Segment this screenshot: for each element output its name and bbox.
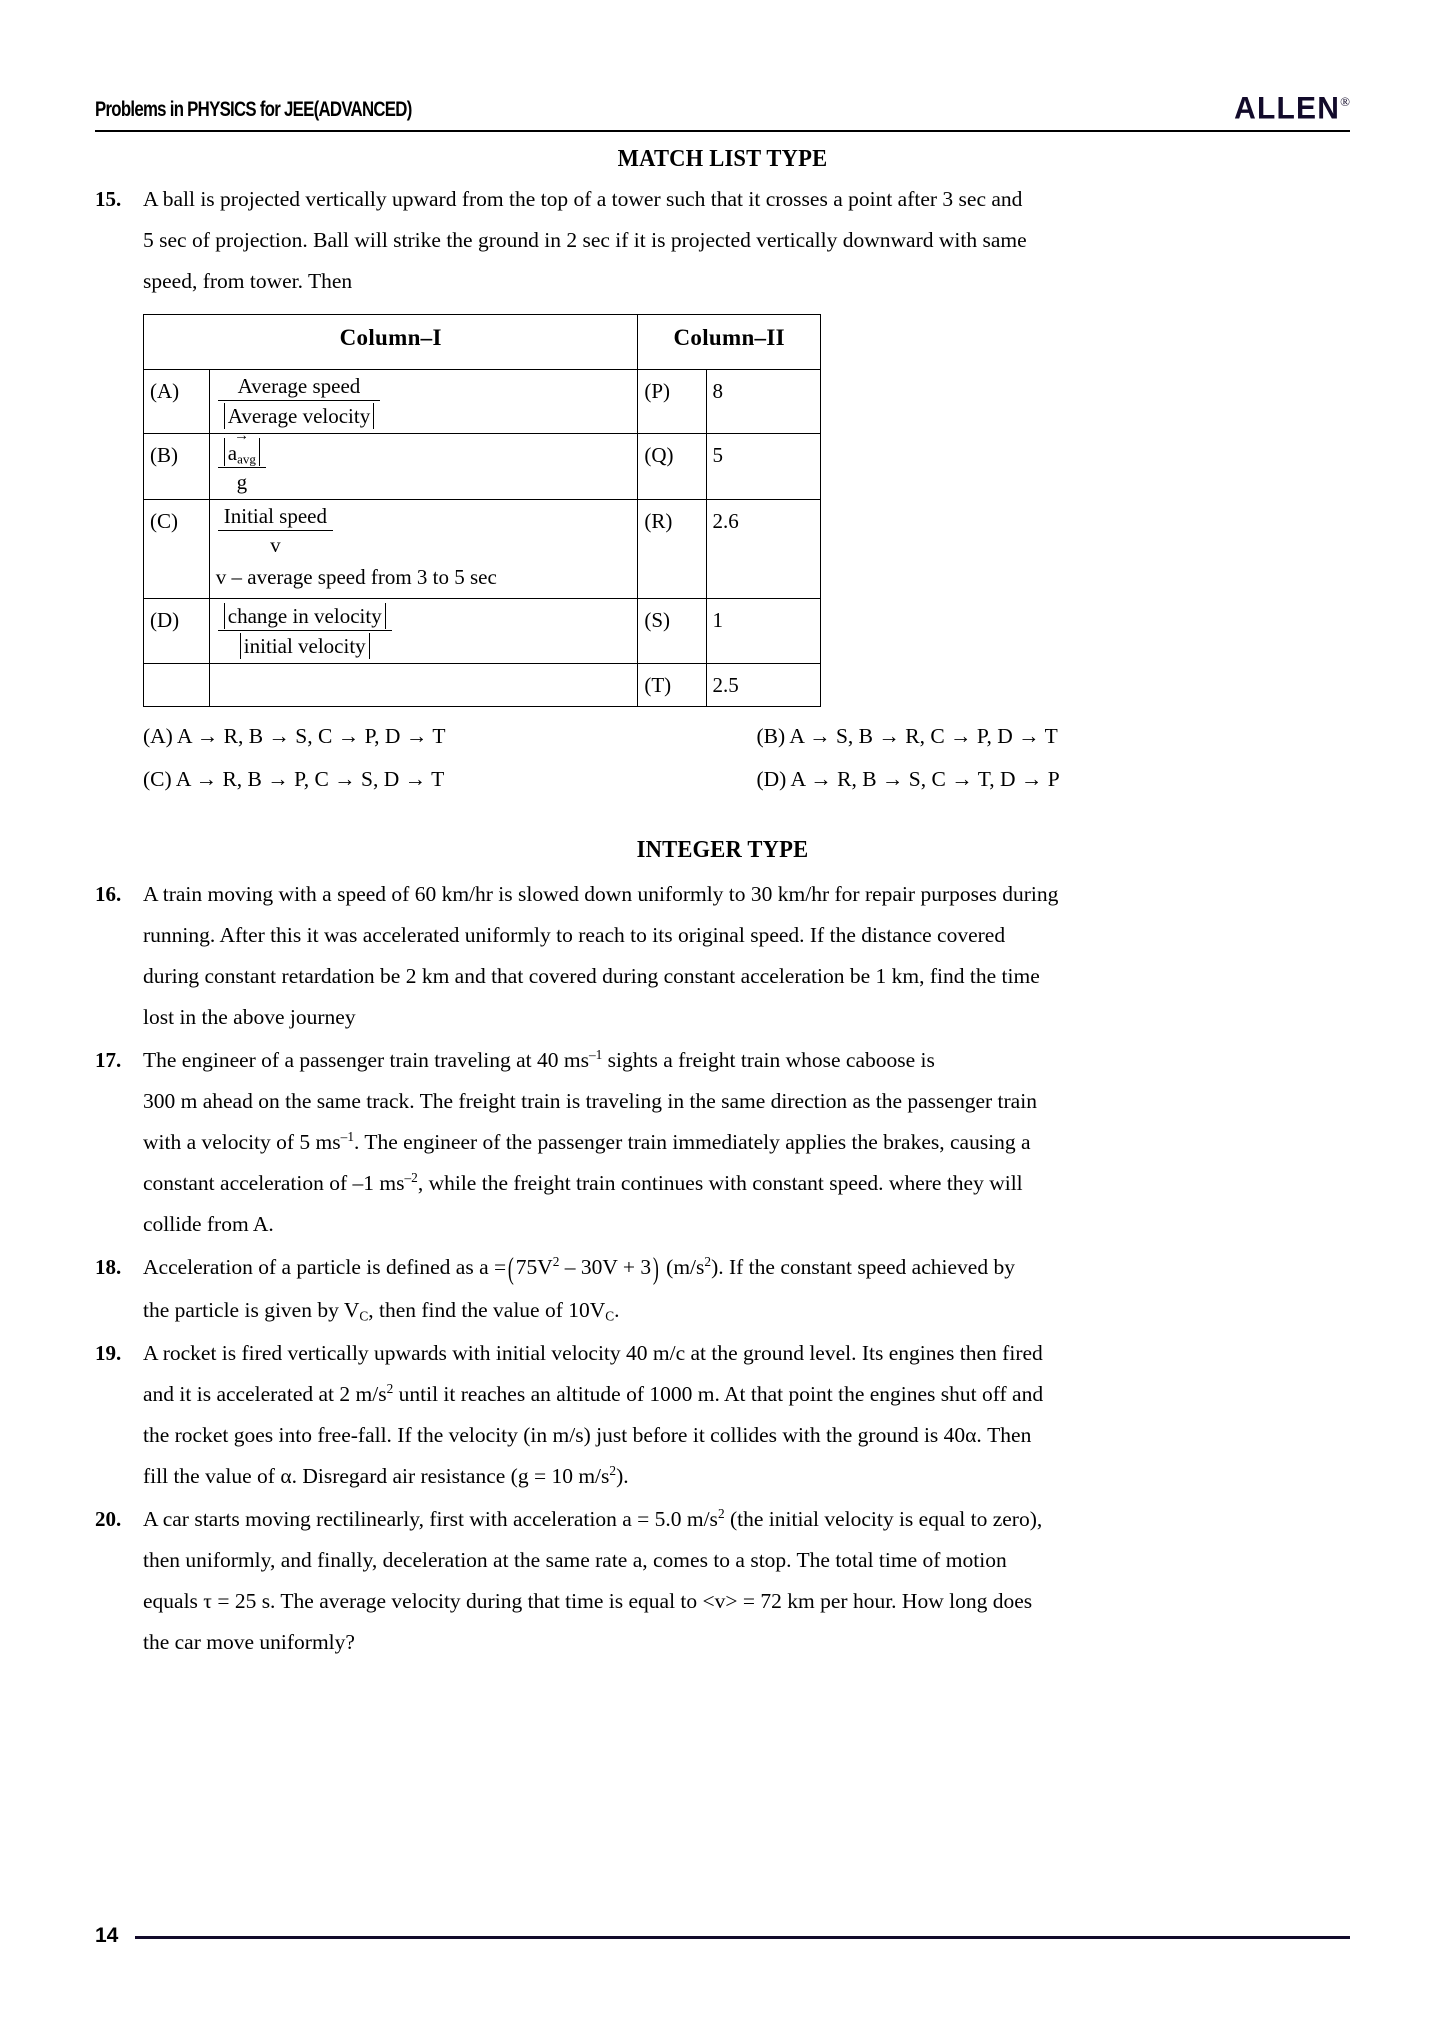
question-15-number: 15. xyxy=(95,187,122,211)
question-19-line-4 xyxy=(143,1456,1350,1497)
options-row-2 xyxy=(143,758,1350,801)
q19-l4-exponent: 2 xyxy=(609,1462,617,1478)
row-c-item xyxy=(209,500,638,599)
row-a-label: (A) xyxy=(144,370,210,434)
row-t-label: (T) xyxy=(638,664,706,707)
question-17-text xyxy=(143,1040,1350,1245)
q17-l3-b: . The engineer of the passenger train immediately applies the brakes, causing a xyxy=(353,1130,1031,1155)
row-q-label: (Q) xyxy=(638,434,706,500)
row-t-value: 2.5 xyxy=(706,664,820,707)
fraction-c-denominator: v xyxy=(270,532,281,557)
row-b-label: (B) xyxy=(144,434,210,500)
table-row xyxy=(144,370,821,434)
question-15 xyxy=(95,179,1350,302)
row-d-item xyxy=(209,598,638,664)
q19-l2-b: until it reaches an altitude of 1000 m. At that point the engines shut off and xyxy=(393,1381,1044,1406)
absolute-value-d-den: initial velocity xyxy=(240,633,370,659)
question-17-line-5: collide from A. xyxy=(143,1212,274,1237)
section-heading-match-list: MATCH LIST TYPE xyxy=(617,146,828,172)
q20-l1-b: (the initial velocity is equal to zero), xyxy=(724,1506,1043,1531)
question-17-line-1 xyxy=(143,1040,1350,1081)
q19-l4-a: fill the value of α. Disregard air resistance (g = 10 m/s xyxy=(143,1463,610,1488)
question-18-number: 18. xyxy=(95,1255,122,1280)
question-19-line-3: the rocket goes into free-fall. If the velocity (in m/s) just before it collides with the ground is 40α. Then xyxy=(143,1422,1032,1447)
row-r-label: (R) xyxy=(638,500,706,599)
row-t-item-empty xyxy=(209,664,638,707)
match-list-table xyxy=(143,314,821,707)
q17-l4-a: constant acceleration of –1 ms xyxy=(143,1171,405,1196)
table-row xyxy=(144,434,821,500)
row-s-label: (S) xyxy=(638,598,706,664)
section-heading-integer: INTEGER TYPE xyxy=(636,837,809,864)
q18-eq-term2: – 30V + 3 xyxy=(559,1255,652,1280)
question-20-line-1 xyxy=(143,1499,1350,1540)
options-row-1 xyxy=(143,715,1350,758)
q18-eq-units-exponent: 2 xyxy=(704,1253,712,1269)
table-row xyxy=(144,664,821,707)
row-r-value: 2.6 xyxy=(706,500,820,599)
row-s-value: 1 xyxy=(706,598,820,664)
question-20-number: 20. xyxy=(95,1506,122,1531)
fraction-a-denominator xyxy=(218,401,380,429)
fraction-c-numerator: Initial speed xyxy=(218,504,333,531)
q18-eq-term1-exponent: 2 xyxy=(552,1253,560,1269)
question-15-line-1: A ball is projected vertically upward from the top of a tower such that it crosses a point after 3 sec and xyxy=(143,187,1023,211)
question-18-text xyxy=(143,1247,1350,1330)
table-header-row xyxy=(144,315,821,370)
q18-l2-c: . xyxy=(614,1297,620,1322)
question-19-line-2 xyxy=(143,1374,1350,1415)
q17-l3-a: with a velocity of 5 ms xyxy=(143,1130,341,1155)
question-17-line-4 xyxy=(143,1163,1350,1204)
q18-vc-subscript-2: C xyxy=(605,1308,615,1324)
registered-trademark-icon: ® xyxy=(1340,94,1350,109)
fraction-d-denominator xyxy=(218,631,392,659)
question-16-text xyxy=(143,874,1350,1038)
q18-l2-a: the particle is given by V xyxy=(143,1297,360,1322)
q18-vc-subscript-1: C xyxy=(359,1308,369,1324)
q18-l1-a: Acceleration of a particle is defined as xyxy=(143,1255,480,1280)
absolute-value-d-num: change in velocity xyxy=(224,603,386,629)
row-c-note: v – average speed from 3 to 5 sec xyxy=(215,564,497,589)
question-15-line-2: 5 sec of projection. Ball will strike the ground in 2 sec if it is projected vertically downward with same xyxy=(143,228,1027,252)
question-16-line-2: running. After this it was accelerated uniformly to reach to its original speed. If the distance covered xyxy=(143,923,1006,948)
question-19-number: 19. xyxy=(95,1340,122,1365)
question-17-number: 17. xyxy=(95,1048,122,1073)
fraction-b-denominator: g xyxy=(236,470,248,495)
column-2-header: Column–II xyxy=(638,315,821,370)
page-number: 14 xyxy=(95,1924,119,1947)
row-t-label-empty xyxy=(144,664,210,707)
q20-l1-exponent: 2 xyxy=(717,1505,725,1521)
header-divider xyxy=(95,130,1350,132)
page-footer xyxy=(95,1924,1350,1954)
q17-l1-b: sights a freight train whose caboose is xyxy=(602,1048,935,1073)
vector-a-avg xyxy=(227,428,256,467)
option-a[interactable]: (A) A → R, B → S, C → P, D → T xyxy=(143,724,446,749)
vector-arrow-icon: → xyxy=(233,428,250,445)
q18-l1-b: If the constant speed achieved by xyxy=(723,1255,1015,1280)
column-1-header: Column–I xyxy=(144,315,638,370)
fraction-c xyxy=(216,504,335,558)
row-q-value: 5 xyxy=(706,434,820,500)
question-15-options xyxy=(143,715,1350,801)
q18-eq-lhs: a = xyxy=(479,1255,507,1280)
question-19-line-1: A rocket is fired vertically upwards with initial velocity 40 m/c at the ground level. Its engines then fired xyxy=(143,1340,1043,1365)
allen-logo xyxy=(1234,91,1350,126)
vector-base: a xyxy=(227,441,238,466)
page-content xyxy=(95,90,1350,1665)
q17-l1-exponent: –1 xyxy=(588,1046,603,1062)
q17-l1-a: The engineer of a passenger train traveling at 40 ms xyxy=(143,1048,589,1073)
row-c-label: (C) xyxy=(144,500,210,599)
question-20 xyxy=(95,1499,1350,1663)
option-b[interactable]: (B) A → S, B → R, C → P, D → T xyxy=(756,724,1058,749)
row-a-item xyxy=(209,370,638,434)
row-p-value: 8 xyxy=(706,370,820,434)
question-17 xyxy=(95,1040,1350,1245)
question-18-line-2 xyxy=(143,1290,1350,1331)
page-header xyxy=(95,90,1350,136)
q19-l2-a: and it is accelerated at 2 m/s xyxy=(143,1381,387,1406)
table-row xyxy=(144,500,821,599)
q20-l1-a: A car starts moving rectilinearly, first with acceleration a = 5.0 m/s xyxy=(143,1506,718,1531)
fraction-d xyxy=(216,603,394,660)
question-19 xyxy=(95,1333,1350,1497)
match-list-table-wrapper xyxy=(143,314,1350,707)
question-15-line-3: speed, from tower. Then xyxy=(143,269,353,293)
allen-logo-text: ALLEN xyxy=(1234,91,1341,126)
question-18 xyxy=(95,1247,1350,1330)
footer-divider xyxy=(135,1936,1350,1939)
book-title: Problems in PHYSICS for JEE(ADVANCED) xyxy=(95,98,412,121)
fraction-a xyxy=(216,374,382,429)
question-20-text xyxy=(143,1499,1350,1663)
q18-eq-units-b: ). xyxy=(711,1255,724,1280)
q17-l4-exponent: –2 xyxy=(404,1169,418,1185)
fraction-b xyxy=(216,428,268,495)
q17-l3-exponent: –1 xyxy=(340,1128,354,1144)
fraction-b-numerator xyxy=(218,428,266,468)
vector-subscript: avg xyxy=(237,451,256,467)
fraction-d-numerator xyxy=(218,603,392,631)
q18-eq-term1: 75V xyxy=(515,1255,553,1280)
q18-eq-close-paren: ) xyxy=(653,1251,659,1286)
question-20-line-4: the car move uniformly? xyxy=(143,1629,355,1654)
fraction-a-numerator: Average speed xyxy=(218,374,380,401)
q18-eq-open-paren: ( xyxy=(507,1251,514,1286)
q19-l4-b: ). xyxy=(616,1463,629,1488)
row-p-label: (P) xyxy=(638,370,706,434)
row-b-item xyxy=(209,428,638,500)
question-18-line-1 xyxy=(143,1247,1350,1289)
absolute-value-b xyxy=(224,428,260,467)
question-16 xyxy=(95,874,1350,1038)
q18-l2-b: , then find the value of 10V xyxy=(368,1297,606,1322)
question-17-line-2: 300 m ahead on the same track. The freight train is traveling in the same direction as the passenger train xyxy=(143,1089,1037,1114)
q17-l4-b: , while the freight train continues with constant speed. where they will xyxy=(417,1171,1023,1196)
q18-equation xyxy=(479,1247,724,1289)
question-20-line-2: then uniformly, and finally, deceleration at the same rate a, comes to a stop. The total time of motion xyxy=(143,1547,1007,1572)
q19-l2-exponent: 2 xyxy=(386,1380,394,1396)
question-16-line-1: A train moving with a speed of 60 km/hr is slowed down uniformly to 30 km/hr for repair purposes during xyxy=(143,882,1059,907)
question-16-line-3: during constant retardation be 2 km and that covered during constant acceleration be 1 km, find the time xyxy=(143,964,1040,989)
option-c[interactable]: (C) A → R, B → P, C → S, D → T xyxy=(143,767,445,792)
table-row xyxy=(144,598,821,664)
q18-eq-units-a: (m/s xyxy=(660,1255,705,1280)
row-d-label: (D) xyxy=(144,598,210,664)
question-20-line-3: equals τ = 25 s. The average velocity during that time is equal to <v> = 72 km per hour. How long does xyxy=(143,1588,1033,1613)
question-17-line-3 xyxy=(143,1122,1350,1163)
absolute-value-a: Average velocity xyxy=(224,403,374,429)
question-16-number: 16. xyxy=(95,882,122,907)
option-d[interactable]: (D) A → R, B → S, C → T, D → P xyxy=(756,767,1060,792)
question-16-line-4: lost in the above journey xyxy=(143,1005,356,1030)
question-15-text xyxy=(143,179,1350,302)
question-19-text xyxy=(143,1333,1350,1497)
